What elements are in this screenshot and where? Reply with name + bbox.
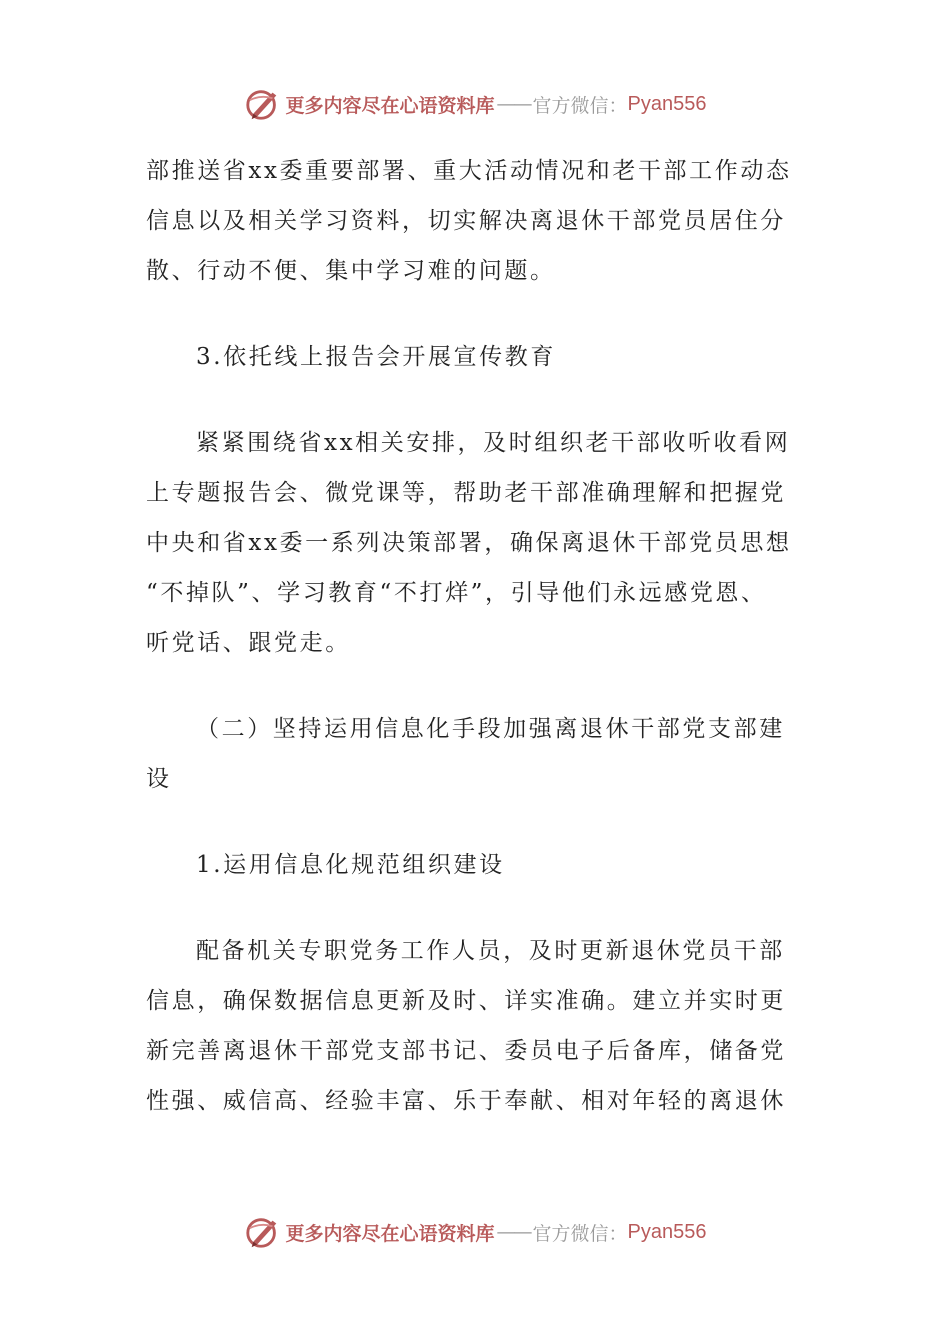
text-line: 信息以及相关学习资料，切实解决离退休干部党员居住分 <box>146 208 786 234</box>
text-line: 紧紧围绕省xx相关安排，及时组织老干部收听收看网 <box>196 430 791 456</box>
section-heading-line: （二）坚持运用信息化手段加强离退休干部党支部建 <box>196 716 785 742</box>
heading-text: 1.运用信息化规范组织建设 <box>196 852 505 878</box>
paragraph-2 <box>146 418 796 668</box>
pen-logo-icon <box>244 1213 282 1251</box>
heading-3 <box>146 332 796 382</box>
text-line: 听党话、跟党走。 <box>146 630 351 656</box>
text-line: 中央和省xx委一系列决策部署，确保离退休干部党员思想 <box>146 530 792 556</box>
footer-wechat-label: 官方微信： <box>532 1222 628 1245</box>
header-banner <box>0 84 950 124</box>
text-line: 信息，确保数据信息更新及时、详实准确。建立并实时更 <box>146 988 786 1014</box>
paragraph-1 <box>146 146 796 296</box>
header-site-text: 更多内容尽在心语资料库 <box>285 94 495 117</box>
text-line: 配备机关专职党务工作人员，及时更新退休党员干部 <box>196 938 785 964</box>
footer-dash: —— <box>496 1221 531 1243</box>
section-heading-2 <box>146 704 796 804</box>
heading-1 <box>146 840 796 890</box>
header-wechat-id: Pyan556 <box>627 92 707 115</box>
heading-text: 3.依托线上报告会开展宣传教育 <box>196 344 556 370</box>
pen-logo-icon <box>244 85 282 123</box>
text-line: 散、行动不便、集中学习难的问题。 <box>146 258 556 284</box>
text-line: 部推送省xx委重要部署、重大活动情况和老干部工作动态 <box>146 158 792 184</box>
text-line: 性强、威信高、经验丰富、乐于奉献、相对年轻的离退休 <box>146 1088 786 1114</box>
document-body <box>146 146 796 1162</box>
text-line: “不掉队”、学习教育“不打烊”，引导他们永远感党恩、 <box>146 580 767 606</box>
text-line: 上专题报告会、微党课等，帮助老干部准确理解和把握党 <box>146 480 786 506</box>
footer-banner <box>0 1212 950 1252</box>
footer-site-text: 更多内容尽在心语资料库 <box>285 1222 495 1245</box>
header-wechat-label: 官方微信： <box>532 94 628 117</box>
footer-wechat-id: Pyan556 <box>627 1220 707 1243</box>
paragraph-3 <box>146 926 796 1126</box>
text-line: 新完善离退休干部党支部书记、委员电子后备库，储备党 <box>146 1038 786 1064</box>
section-heading-line: 设 <box>146 766 172 792</box>
header-dash: —— <box>496 93 531 115</box>
